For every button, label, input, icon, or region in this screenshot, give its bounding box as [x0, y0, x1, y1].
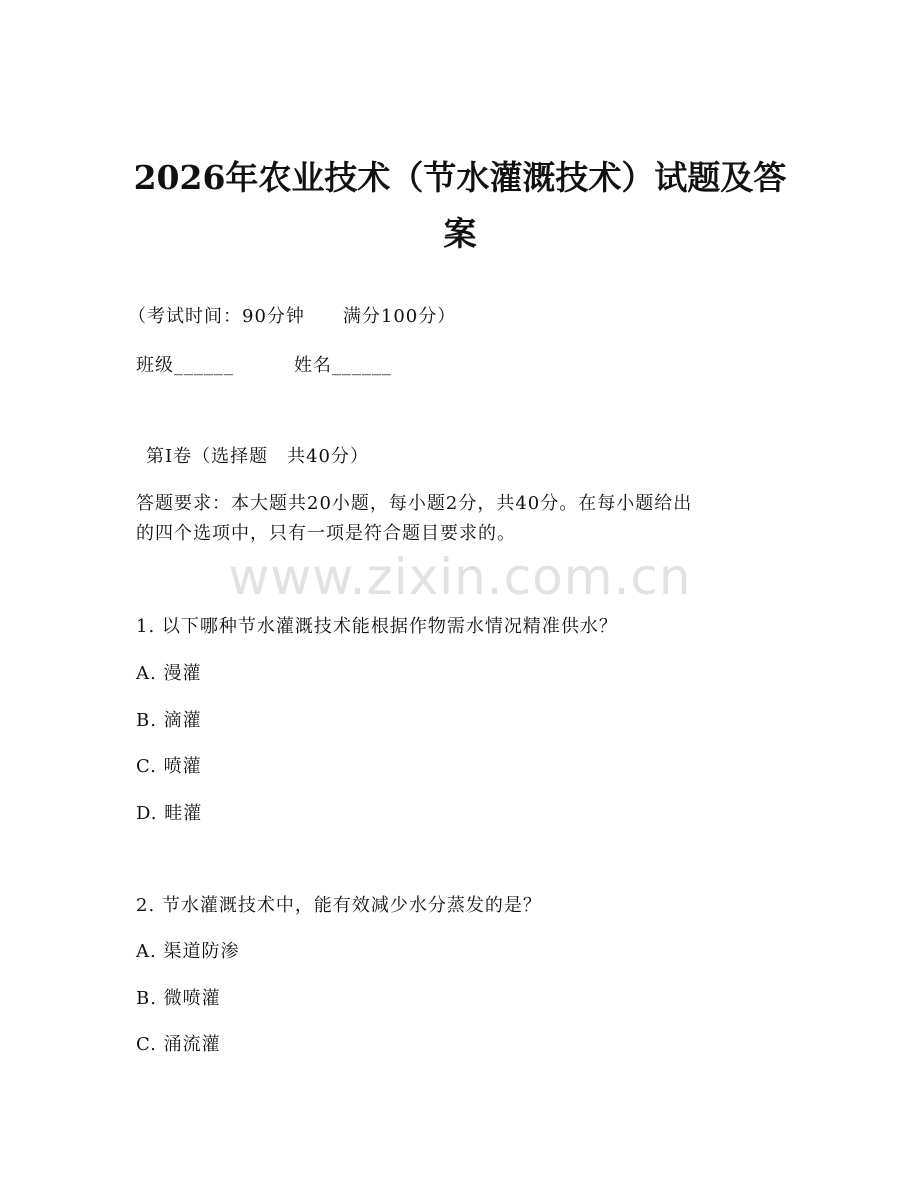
instructions-line-2: 的四个选项中，只有一项是符合题目要求的。: [136, 523, 516, 544]
question-1-option-c: C. 喷灌: [136, 756, 202, 777]
question-1-option-b: B. 滴灌: [136, 710, 202, 731]
question-1-stem: 1. 以下哪种节水灌溉技术能根据作物需水情况精准供水？: [136, 616, 618, 637]
question-1-option-d: D. 畦灌: [136, 803, 203, 824]
question-2-stem: 2. 节水灌溉技术中，能有效减少水分蒸发的是？: [136, 895, 542, 916]
instructions-line-1: 答题要求：本大题共20小题，每小题2分，共40分。在每小题给出: [136, 493, 693, 514]
section-header: 第I卷（选择题 共40分）: [146, 446, 370, 467]
exam-info: （考试时间：90分钟 满分100分）: [128, 306, 457, 327]
document-title: [100, 150, 820, 262]
question-1-option-a: A. 漫灌: [136, 663, 202, 684]
title-line-2: 案: [443, 214, 477, 253]
title-line-1: 2026年农业技术（节水灌溉技术）试题及答: [133, 158, 787, 197]
question-2-option-a: A. 渠道防渗: [136, 941, 240, 962]
class-field: 班级______: [136, 355, 234, 376]
question-2-option-c: C. 涌流灌: [136, 1034, 221, 1055]
name-field: 姓名______: [294, 355, 392, 376]
watermark: www.zixin.com.cn: [228, 548, 692, 606]
question-2-option-b: B. 微喷灌: [136, 988, 221, 1009]
